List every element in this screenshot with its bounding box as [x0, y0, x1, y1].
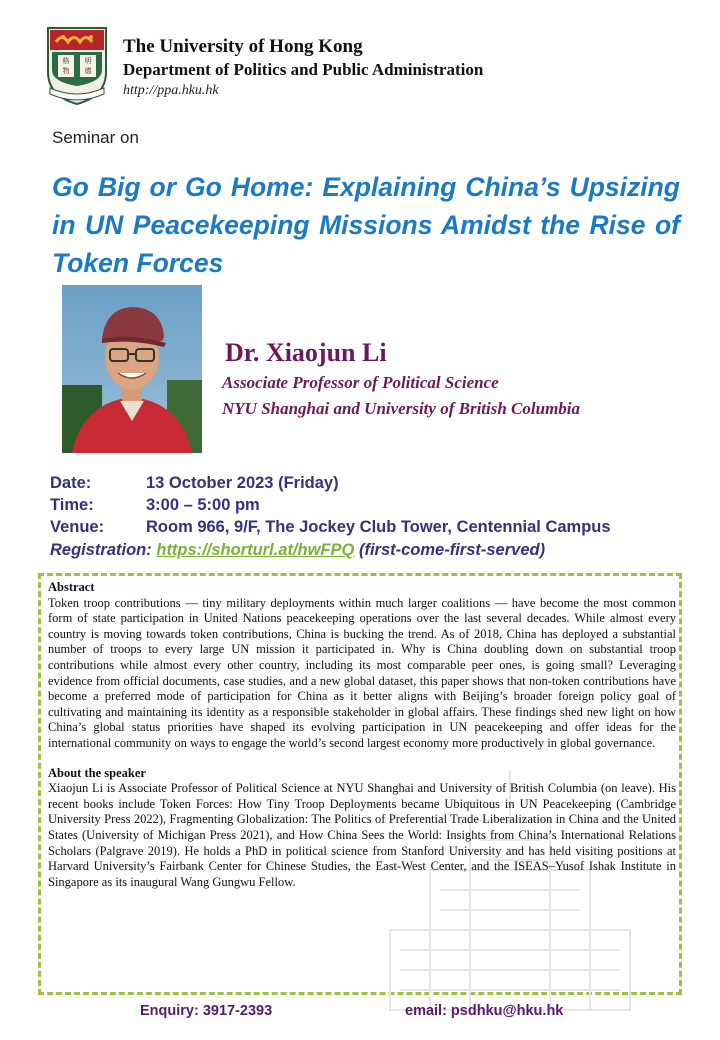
venue-row — [50, 518, 611, 537]
registration-label: Registration: — [50, 541, 152, 559]
speaker-name: Dr. Xiaojun Li — [225, 338, 387, 367]
hku-crest-logo — [44, 26, 110, 106]
time-row — [50, 496, 260, 515]
date-label: Date: — [50, 474, 92, 492]
svg-text:物: 物 — [62, 67, 70, 75]
about-speaker-text: Xiaojun Li is Associate Professor of Political Science at NYU Shanghai and University of British Columbia (on leave). His recent books include Token Forces: How Tiny Troop Deployments became Ubiquitous in UN Peacekeeping (Cambridge University Press 2022), Fragmenting Globalization: The Politics of Preferential Trade Liberalization in China and the United States (University of Michigan Press 2021), and How China Sees the World: Insights from China’s International Relations Scholars (Palgrave 2019). He holds a PhD in political science from Stanford University and has held visiting positions at Harvard University’s Fairbank Center for Chinese Studies, the East-West Center, and the ISEAS–Yusof Ishak Institute in Singapore as its inaugural Wang Gungwu Fellow. — [48, 781, 676, 889]
abstract-text: Token troop contributions — tiny military deployments within much larger coalitions — have become the most common form of state participation in United Nations peacekeeping operations over the last several decades. While almost every country is moving towards token contributions, China is bucking the trend. As of 2018, China has deployed a substantial number of troops to every large UN mission it participated in. Why is China doubling down on substantial troop contributions while almost every other country, including its most comparable peer ones, is going small? Leveraging evidence from official documents, case studies, and a new global dataset, this paper shows that non-token contributions have become a preferred mode of participation for China as it better aligns with Beijing’s broader foreign policy goal of cultivating and maintaining its identity as a responsible stakeholder in global affairs. These findings shed new light on how China’s global status priorities have shaped its evolving participation in UN peacekeeping and offer ideas for the international community on ways to engage the world’s second largest economy more productively in global governance. — [48, 595, 676, 750]
date-value: 13 October 2023 (Friday) — [146, 474, 339, 492]
time-value: 3:00 – 5:00 pm — [146, 496, 260, 514]
seminar-title: Go Big or Go Home: Explaining China’s Upsizing in UN Peacekeeping Missions Amidst the Rise of Token Forces — [52, 172, 680, 278]
enquiry-phone: Enquiry: 3917-2393 — [140, 1003, 273, 1019]
venue-label: Venue: — [50, 518, 105, 536]
speaker-photo — [62, 285, 202, 453]
registration-link[interactable]: https://shorturl.at/hwFPQ — [156, 541, 355, 559]
date-row — [50, 474, 339, 493]
svg-text:德: 德 — [84, 67, 92, 75]
university-name: The University of Hong Kong — [123, 36, 363, 57]
svg-text:明: 明 — [84, 57, 92, 65]
registration-row — [50, 541, 545, 560]
enquiry-email[interactable]: email: psdhku@hku.hk — [405, 1003, 564, 1019]
svg-text:格: 格 — [62, 57, 70, 65]
about-speaker-heading: About the speaker — [48, 765, 146, 780]
department-name: Department of Politics and Public Administration — [123, 60, 484, 79]
time-label: Time: — [50, 496, 94, 514]
speaker-position: Associate Professor of Political Science — [222, 373, 499, 392]
venue-value: Room 966, 9/F, The Jockey Club Tower, Centennial Campus — [146, 518, 611, 536]
seminar-label: Seminar on — [52, 128, 139, 147]
speaker-affiliation: NYU Shanghai and University of British Columbia — [222, 399, 581, 418]
registration-note: (first-come-first-served) — [358, 541, 546, 559]
abstract-content — [48, 580, 676, 890]
abstract-heading: Abstract — [48, 580, 95, 594]
department-url[interactable]: http://ppa.hku.hk — [123, 83, 219, 98]
